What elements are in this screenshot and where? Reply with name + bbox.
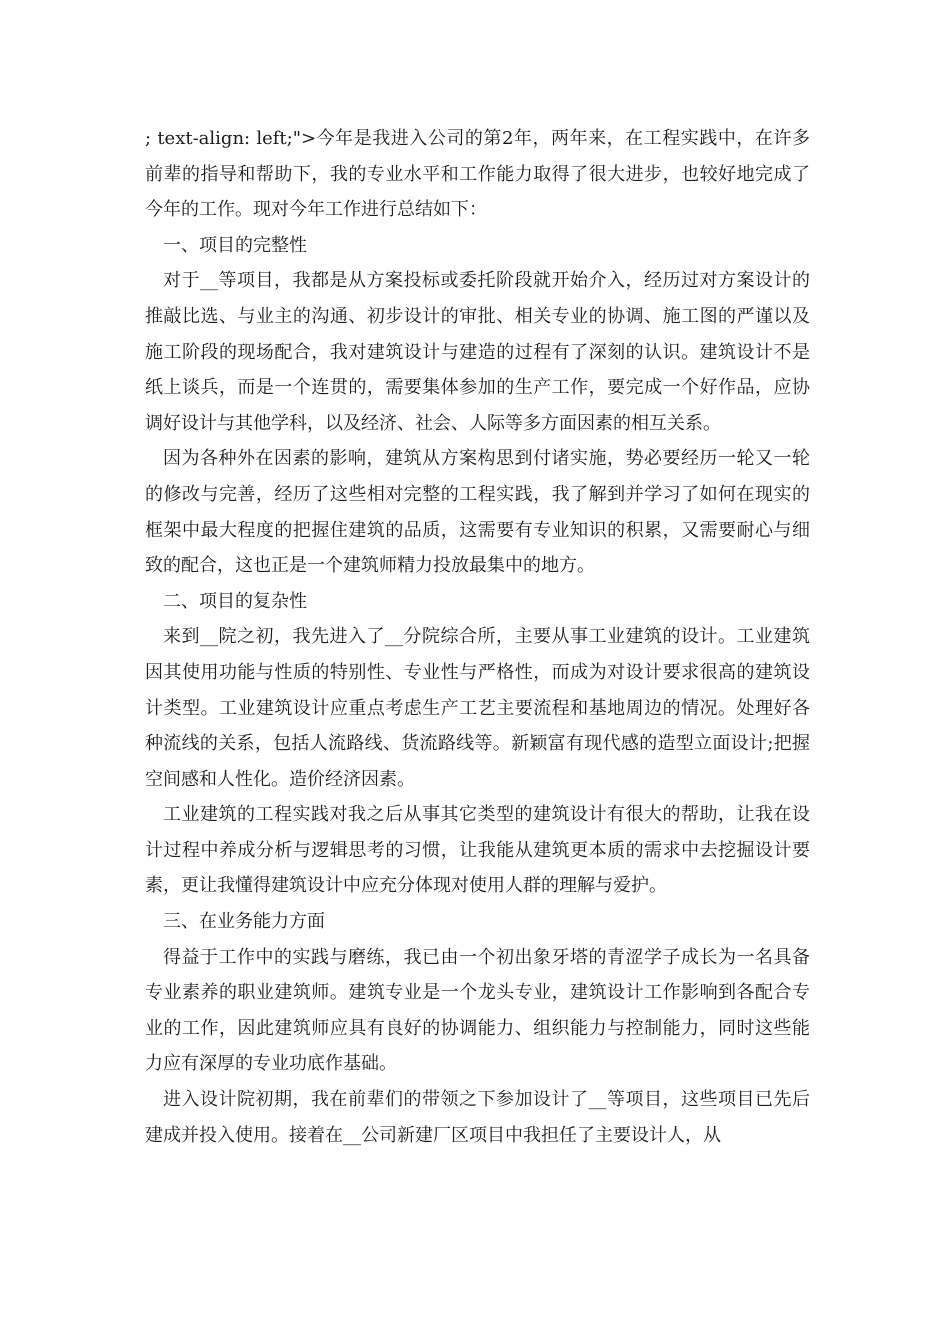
paragraph: 得益于工作中的实践与磨练，我已由一个初出象牙塔的青涩学子成长为一名具备专业素养的职业建筑师。建筑专业是一个龙头专业，建筑设计工作影响到各配合专业的工作，因此建筑师应具有良好的协调能力、组织能力与控制能力，同时这些能力应有深厚的专业功底作基础。: [145, 946, 810, 1075]
section-heading-1: 一、项目的完整性: [163, 234, 307, 256]
paragraph: 对于__等项目，我都是从方案投标或委托阶段就开始介入，经历过对方案设计的推敲比选、与业主的沟通、初步设计的审批、相关专业的协调、施工图的严谨以及施工阶段的现场配合，我对建筑设计与建造的过程有了深刻的认识。建筑设计不是纸上谈兵，而是一个连贯的，需要集体参加的生产工作，要完成一个好作品，应协调好设计与其他学科，以及经济、社会、人际等多方面因素的相互关系。: [145, 270, 810, 434]
paragraph: 来到__院之初，我先进入了__分院综合所，主要从事工业建筑的设计。工业建筑因其使用功能与性质的特别性、专业性与严格性，而成为对设计要求很高的建筑设计类型。工业建筑设计应重点考虑生产工艺主要流程和基地周边的情况。处理好各种流线的关系，包括人流路线、货流路线等。新颖富有现代感的造型立面设计;把握空间感和人性化。造价经济因素。: [145, 626, 810, 790]
paragraph-intro: ; text-align: left;">今年是我进入公司的第2年，两年来，在工程实践中，在许多前辈的指导和帮助下，我的专业水平和工作能力取得了很大进步，也较好地完成了今年的工作。现对今年工作进行总结如下：: [145, 128, 810, 221]
paragraph: 因为各种外在因素的影响，建筑从方案构思到付诸实施，势必要经历一轮又一轮的修改与完善，经历了这些相对完整的工程实践，我了解到并学习了如何在现实的框架中最大程度的把握住建筑的品质，这需要有专业知识的积累，又需要耐心与细致的配合，这也正是一个建筑师精力投放最集中的地方。: [145, 448, 810, 577]
section-heading-2: 二、项目的复杂性: [163, 590, 307, 612]
paragraph: 工业建筑的工程实践对我之后从事其它类型的建筑设计有很大的帮助，让我在设计过程中养成分析与逻辑思考的习惯，让我能从建筑更本质的需求中去挖掘设计要素，更让我懂得建筑设计中应充分体现对使用人群的理解与爱护。: [145, 804, 810, 897]
section-heading-3: 三、在业务能力方面: [163, 911, 325, 933]
paragraph: 进入设计院初期，我在前辈们的带领之下参加设计了__等项目，这些项目已先后建成并投入使用。接着在__公司新建厂区项目中我担任了主要设计人，从: [145, 1089, 810, 1146]
document-body: [145, 121, 810, 1153]
